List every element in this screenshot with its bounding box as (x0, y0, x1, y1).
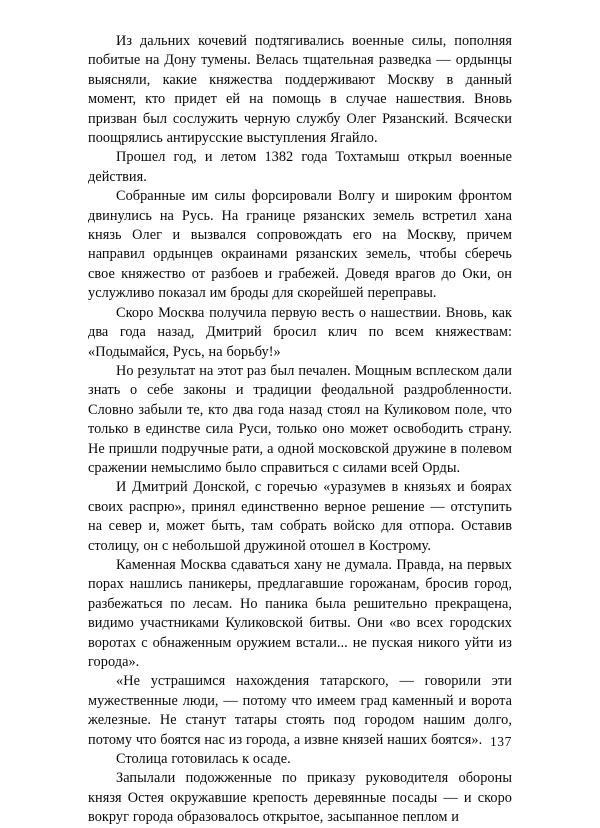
paragraph: Из дальних кочевий подтягивались военные силы, пополняя побитые на Дону тумены. Велась тщательная разведка — ордынцы выясняли, какие княжества поддерживают Москву в данный момент, кто придет ей на помощь в случае нашествия. Вновь призван был сослужить черную службу Олег Рязанский. Всячески поощрялись антирусские выступления Ягайло. (88, 33, 512, 147)
body-text-column (88, 32, 512, 828)
page-number: 137 (489, 734, 512, 749)
paragraph: «Не устрашимся нахождения татарского, — говорили эти мужественные люди, — потому что имеем град каменный и ворота железные. Не станут татары стоять под городом нашим долго, потому что боятся нас из города, а извне князей наших боятся». (88, 673, 512, 748)
paragraph: Столица готовилась к осаде. (116, 751, 291, 768)
paragraph: Запылали подожженные по приказу руководителя обороны князя Остея окружавшие крепость деревянные посады — и скоро вокруг города образовалось открытое, засыпанное пеплом и (88, 770, 512, 826)
paragraph: Но результат на этот раз был печален. Мощным всплеском дали знать о себе законы и традиции феодальной раздробленности. Словно забыли те, кто два года назад стоял на Куликовом поле, что только в единстве сила Руси, только оно может освободить страну. Не пришли подручные рати, а одной московской дружине в полевом сражении немыслимо было справиться с силами всей Орды. (88, 362, 512, 476)
paragraph: Собранные им силы форсировали Волгу и широким фронтом двинулись на Русь. На границе рязанских земель встретил хана князь Олег и вызвался сопровождать его на Москву, причем направил ордынцев окраинами рязанских земель, чтобы сберечь свое княжество от разбоев и грабежей. Доведя врагов до Оки, он услужливо показал им броды для скорейшей переправы. (88, 188, 512, 302)
paragraph: Скоро Москва получила первую весть о нашествии. Вновь, как два года назад, Дмитрий бросил клич по всем княжествам: «Подымайся, Русь, на борьбу!» (88, 304, 512, 360)
paragraph: Каменная Москва сдаваться хану не думала. Правда, на первых порах нашлись паникеры, предлагавшие горожанам, бросив город, разбежаться по лесам. Но паника была решительно прекращена, видимо участниками Куликовской битвы. Они «во всех городских воротах с обнаженным оружием встали... не пуская никого уйти из города». (88, 556, 512, 670)
paragraph: И Дмитрий Донской, с горечью «уразумев в князьях и боярах своих распрю», принял единственно верное решение — отступить на север и, может быть, там собрать войско для отпора. Оставив столицу, он с небольшой дружиной отошел в Кострому. (88, 479, 512, 554)
paragraph: Прошел год, и летом 1382 года Тохтамыш открыл военные действия. (88, 149, 512, 185)
